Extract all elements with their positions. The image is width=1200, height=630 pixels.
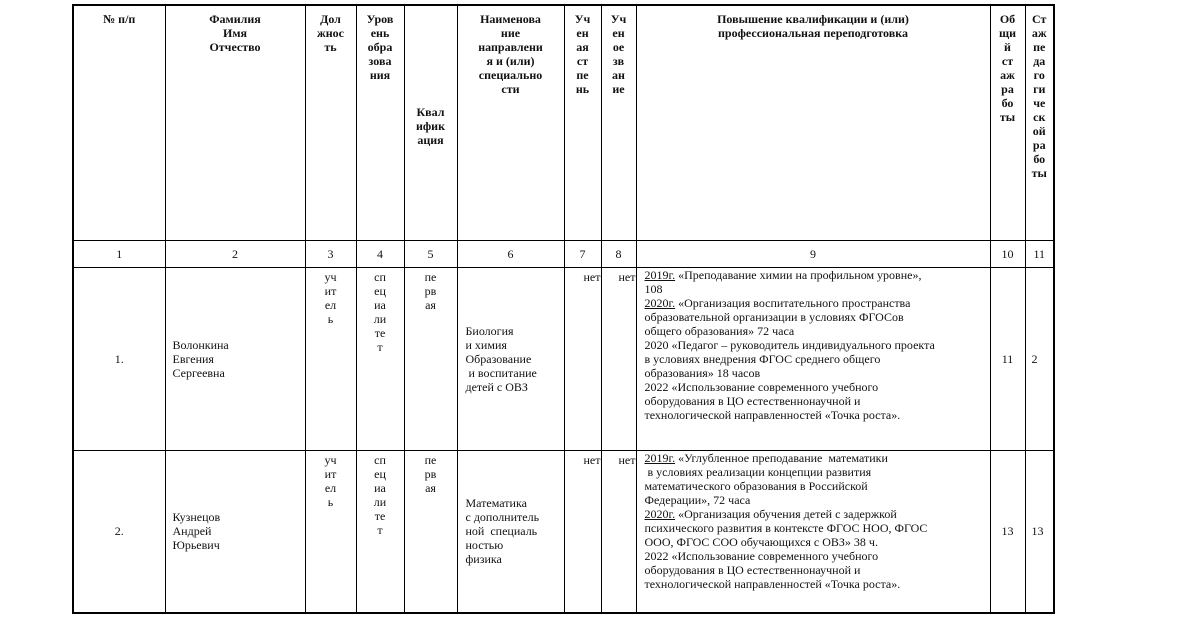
qualification: пе рв ая <box>404 450 457 613</box>
training-item <box>645 507 990 549</box>
training-text: «Преподавание химии на профильном уровне», 108 <box>644 267 922 296</box>
training-text: «Углубленное преподавание математики в условиях реализации концепции развития математического образования в Российской Федерации», 72 часа <box>644 450 888 507</box>
training-text: 2022 «Использование современного учебного оборудования в ЦО естественнонаучной и технологической направленностей «Точка роста». <box>644 379 901 422</box>
specialty: Математика с дополнитель ной специаль ностью физика <box>457 450 564 613</box>
academic-title: нет <box>601 267 636 450</box>
header-academic-degree: Уч ен ая ст пе нь <box>564 5 601 240</box>
header-total-experience: Об щи й ст аж ра бо ты <box>990 5 1025 240</box>
training-text: 2022 «Использование современного учебного оборудования в ЦО естественнонаучной и технологической направленностей «Точка роста». <box>644 548 901 591</box>
header-teaching-experience: Ст аж пе да го ги че ск ой ра бо ты <box>1025 5 1054 240</box>
column-number: 5 <box>404 240 457 267</box>
training-year: 2019г. <box>644 267 676 282</box>
column-number: 9 <box>636 240 990 267</box>
academic-degree: нет <box>564 450 601 613</box>
header-full-name: Фамилия Имя Отчество <box>165 5 305 240</box>
education-level: сп ец иа ли те т <box>356 450 404 613</box>
total-experience: 11 <box>990 267 1025 450</box>
training-item <box>645 549 990 591</box>
training-text: «Организация обучения детей с задержкой психического развития в контексте ФГОС НОО, ФГОС ООО, ФГОС СОО обучающихся с ОВЗ» 38 ч. <box>644 506 928 549</box>
column-number: 4 <box>356 240 404 267</box>
education-level: сп ец иа ли те т <box>356 267 404 450</box>
header-number: № п/п <box>73 5 165 240</box>
header-training: Повышение квалификации и (или) профессиональная переподготовка <box>636 5 990 240</box>
specialty: Биология и химия Образование и воспитание детей с ОВЗ <box>457 267 564 450</box>
row-number: 1. <box>73 267 165 450</box>
qualification: пе рв ая <box>404 267 457 450</box>
column-number: 3 <box>305 240 356 267</box>
academic-title: нет <box>601 450 636 613</box>
header-academic-title: Уч ен ое зв ан ие <box>601 5 636 240</box>
column-number: 11 <box>1025 240 1054 267</box>
training-text: 2020 «Педагог – руководитель индивидуального проекта в условиях внедрения ФГОС среднего общего образования» 18 часов <box>644 337 935 380</box>
training-text: «Организация воспитательного пространства образовательной организации в условиях ФГОСов общего образования» 72 часа <box>644 295 911 338</box>
row-number: 2. <box>73 450 165 613</box>
training-list <box>636 267 990 450</box>
teaching-experience: 13 <box>1025 450 1054 613</box>
training-year: 2019г. <box>644 450 676 465</box>
table-row <box>73 450 1054 613</box>
header-position: Дол жнос ть <box>305 5 356 240</box>
header-specialty: Наименова ние направлени я и (или) специально сти <box>457 5 564 240</box>
teacher-name: Кузнецов Андрей Юрьевич <box>165 450 305 613</box>
total-experience: 13 <box>990 450 1025 613</box>
table-row <box>73 267 1054 450</box>
header-qualification: Квал ифик ация <box>404 5 457 240</box>
training-item <box>645 338 990 380</box>
teacher-name: Волонкина Евгения Сергеевна <box>165 267 305 450</box>
training-list <box>636 450 990 613</box>
column-number: 8 <box>601 240 636 267</box>
column-number-row <box>73 240 1054 267</box>
column-number: 10 <box>990 240 1025 267</box>
training-year: 2020г. <box>644 295 676 310</box>
training-item <box>645 296 990 338</box>
teacher-position: уч ит ел ь <box>305 267 356 450</box>
column-number: 1 <box>73 240 165 267</box>
header-row <box>73 5 1054 240</box>
column-number: 6 <box>457 240 564 267</box>
academic-degree: нет <box>564 267 601 450</box>
training-item <box>645 268 990 296</box>
training-item <box>645 380 990 422</box>
column-number: 7 <box>564 240 601 267</box>
training-item <box>645 451 990 507</box>
teaching-experience: 2 <box>1025 267 1054 450</box>
staff-qualification-table <box>72 4 1055 614</box>
training-year: 2020г. <box>644 506 676 521</box>
teacher-position: уч ит ел ь <box>305 450 356 613</box>
header-education-level: Уров ень обра зова ния <box>356 5 404 240</box>
column-number: 2 <box>165 240 305 267</box>
